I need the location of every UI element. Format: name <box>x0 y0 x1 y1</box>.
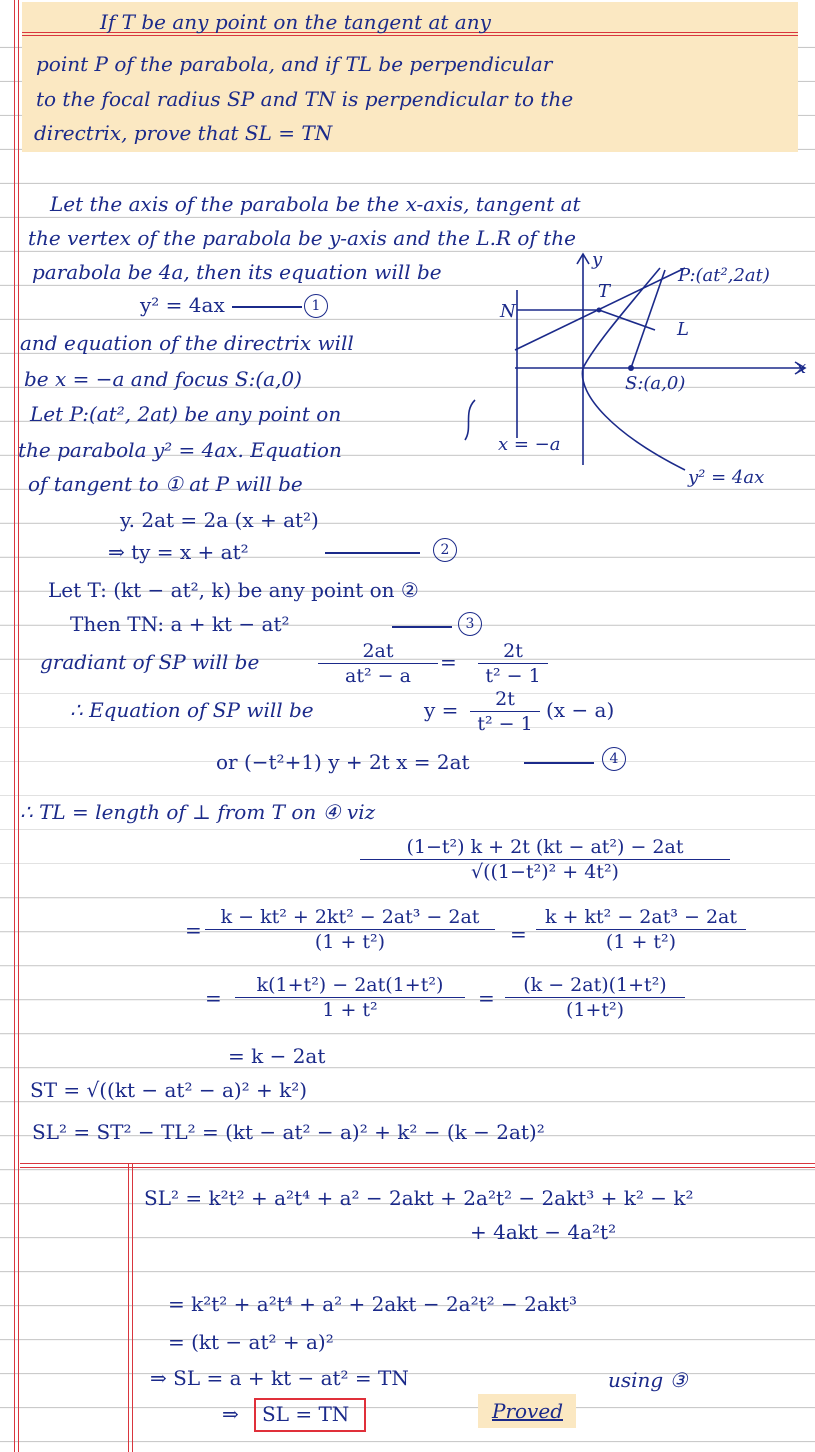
sp-eq-f-num: 2t <box>470 688 540 712</box>
tl-f1-den: (1 + t²) <box>314 931 386 953</box>
expansion-line-3: = k²t² + a²t⁴ + a² + 2akt − 2a²t² − 2akt³ <box>168 1292 577 1316</box>
eq3-tag: 3 <box>458 612 482 636</box>
proved-label: Proved <box>492 1399 563 1423</box>
gradient-f1-num: 2at <box>318 640 438 664</box>
directrix-line-5: of tangent to ① at P will be <box>28 472 303 496</box>
final-result: SL = TN <box>262 1402 350 1426</box>
expansion-line-2: + 4akt − 4a²t² <box>470 1220 617 1244</box>
sl-squared-line: SL² = ST² − TL² = (kt − at² − a)² + k² − (k − 2at)² <box>32 1120 545 1144</box>
expansion-line-5: ⇒ SL = a + kt − at² = TN <box>150 1366 409 1390</box>
diagram-directrix-label: x = −a <box>498 434 561 455</box>
tl-fraction-3 <box>235 974 465 1021</box>
tangent-eq-line-1: y. 2at = 2a (x + at²) <box>120 508 319 532</box>
expansion-line-4: = (kt − at² + a)² <box>168 1330 334 1354</box>
intro-line-3: parabola be 4a, then its equation will be <box>32 260 442 284</box>
sp-eq-label: ∴ Equation of SP will be <box>70 698 314 722</box>
t-point <box>597 308 602 313</box>
margin-line-inner-1 <box>128 1163 129 1452</box>
sp-eq-rhs: (x − a) <box>546 698 615 722</box>
tl-f0-den: √((1−t²)² + 4t²) <box>471 861 619 883</box>
margin-line-inner-2 <box>132 1163 133 1452</box>
tl-eq-3: = <box>205 986 222 1010</box>
using-note: using ③ <box>608 1368 688 1392</box>
gradient-equals: = <box>440 650 457 674</box>
eq4-tag: 4 <box>602 747 626 771</box>
problem-line-2: point P of the parabola, and if TL be perpendicular <box>36 52 553 76</box>
eq4-leader <box>524 762 594 764</box>
tl-perpendicular <box>599 310 655 330</box>
tl-eq-2: = <box>510 922 527 946</box>
point-t-line: Let T: (kt − at², k) be any point on ② <box>48 578 419 602</box>
tl-f2-num: k + kt² − 2at³ − 2at <box>536 906 746 930</box>
tl-f4-num: (k − 2at)(1+t²) <box>505 974 685 998</box>
sp-eq-fraction <box>470 688 540 735</box>
tl-eq-1: = <box>185 918 202 942</box>
eq3-leader <box>392 626 452 628</box>
final-arrow: ⇒ <box>222 1402 239 1426</box>
section-rule-2 <box>20 1167 815 1168</box>
tl-f1-num: k − kt² + 2kt² − 2at³ − 2at <box>205 906 495 930</box>
sp-eq-f-den: t² − 1 <box>477 713 533 735</box>
diagram-n-label: N <box>500 301 516 322</box>
margin-line-left-2 <box>18 0 19 1452</box>
diagram-p-label: P:(at²,2at) <box>678 265 770 286</box>
gradient-label: gradiant of SP will be <box>40 650 260 674</box>
equation-1: y² = 4ax <box>140 293 225 317</box>
diagram-y-label: y <box>592 249 603 270</box>
problem-line-3: to the focal radius SP and TN is perpendicular to the <box>36 87 574 111</box>
eq1-leader <box>232 306 302 308</box>
directrix-line-4: the parabola y² = 4ax. Equation <box>18 438 342 462</box>
section-rule-1 <box>20 1163 815 1164</box>
gradient-f2-den: t² − 1 <box>485 665 541 687</box>
intro-line-2: the vertex of the parabola be y-axis and the L.R of the <box>28 226 576 250</box>
gradient-fraction-1 <box>318 640 438 687</box>
tl-fraction-1 <box>205 906 495 953</box>
tl-f3-den: 1 + t² <box>322 999 378 1021</box>
directrix-line-3: Let P:(at², 2at) be any point on <box>30 402 342 426</box>
margin-line-left <box>14 0 15 1452</box>
tl-label: ∴ TL = length of ⊥ from T on ④ viz <box>20 800 376 824</box>
tl-eq-4: = <box>478 986 495 1010</box>
expansion-line-1: SL² = k²t² + a²t⁴ + a² − 2akt + 2a²t² − 2akt³ + k² − k² <box>144 1186 694 1210</box>
sp-eq-lhs: y = <box>424 698 459 722</box>
tn-line: Then TN: a + kt − at² <box>70 612 290 636</box>
gradient-f2-num: 2t <box>478 640 548 664</box>
eq2-leader <box>325 552 420 554</box>
tl-f4-den: (1+t²) <box>565 999 625 1021</box>
tl-f2-den: (1 + t²) <box>605 931 677 953</box>
tl-fraction-2 <box>536 906 746 953</box>
problem-line-1: If T be any point on the tangent at any <box>100 10 491 34</box>
diagram-curve-label: y² = 4ax <box>688 467 765 488</box>
brace-mark <box>465 400 475 440</box>
problem-line-4: directrix, prove that SL = TN <box>34 121 333 145</box>
equation-4: or (−t²+1) y + 2t x = 2at <box>216 750 470 774</box>
diagram-t-label: T <box>598 281 611 302</box>
gradient-f1-den: at² − a <box>345 665 411 687</box>
diagram-x-label: x <box>796 357 807 378</box>
tl-fraction-4 <box>505 974 685 1021</box>
tl-f0-num: (1−t²) k + 2t (kt − at²) − 2at <box>360 836 730 860</box>
eq2-tag: 2 <box>433 538 457 562</box>
directrix-line-1: and equation of the directrix will <box>20 331 354 355</box>
eq1-tag: 1 <box>304 294 328 318</box>
tl-fraction-0 <box>360 836 730 883</box>
diagram-l-label: L <box>677 319 689 340</box>
st-line: ST = √((kt − at² − a)² + k²) <box>30 1078 308 1102</box>
tl-result: = k − 2at <box>228 1044 326 1068</box>
tangent-eq-line-2: ⇒ ty = x + at² <box>108 540 249 564</box>
tl-f3-num: k(1+t²) − 2at(1+t²) <box>235 974 465 998</box>
gradient-fraction-2 <box>478 640 548 687</box>
intro-line-1: Let the axis of the parabola be the x-axis, tangent at <box>50 192 581 216</box>
directrix-line-2: be x = −a and focus S:(a,0) <box>24 367 302 391</box>
diagram-s-label: S:(a,0) <box>625 373 686 394</box>
focus-point <box>628 365 634 371</box>
focal-radius-sp <box>631 270 665 368</box>
